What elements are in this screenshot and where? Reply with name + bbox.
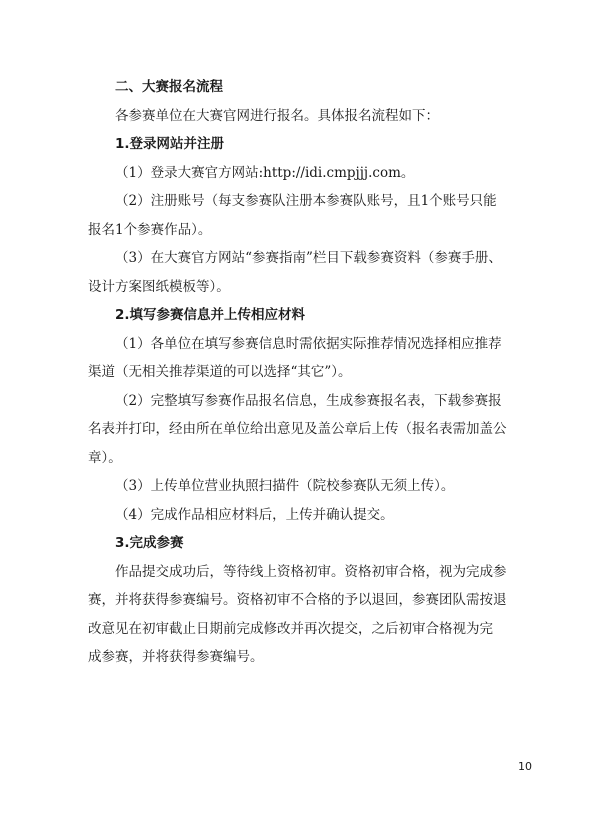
step3-paragraph-line-3: 改意见在初审截止日期前完成修改并再次提交，之后初审合格视为完 [88, 620, 493, 637]
step1-item-3-line-1: （3）在大赛官方网站“参赛指南”栏目下载参赛资料（参赛手册、 [115, 250, 502, 266]
step1-item-1: （1）登录大赛官方网站:http://idi.cmpjjj.com。 [115, 164, 415, 181]
step2-item-4: （4）完成作品相应材料后，上传并确认提交。 [115, 506, 394, 523]
step2-item-1-line-1: （1）各单位在填写参赛信息时需依据实际推荐情况选择相应推荐 [115, 335, 502, 352]
step3-heading: 3.完成参赛 [115, 535, 184, 551]
step2-item-2-line-2: 名表并打印，经由所在单位给出意见及盖公章后上传（报名表需加盖公 [88, 421, 507, 437]
step1-item-3-line-2: 设计方案图纸模板等）。 [88, 278, 230, 295]
step2-heading: 2.填写参赛信息并上传相应材料 [115, 307, 306, 323]
document-body [88, 73, 512, 672]
step1-item-2-line-1: （2）注册账号（每支参赛队注册本参赛队账号，且1个账号只能 [115, 193, 497, 209]
step2-item-3: （3）上传单位营业执照扫描件（院校参赛队无须上传）。 [115, 478, 455, 494]
step3-paragraph-line-2: 赛，并将获得参赛编号。资格初审不合格的予以退回，参赛团队需按退 [88, 592, 507, 608]
step3-paragraph-line-1: 作品提交成功后，等待线上资格初审。资格初审合格，视为完成参 [115, 563, 507, 580]
step2-item-2-line-1: （2）完整填写参赛作品报名信息，生成参赛报名表，下载参赛报 [115, 392, 502, 409]
step2-item-2-line-3: 章）。 [88, 449, 122, 466]
step3-paragraph-line-4: 成参赛，并将获得参赛编号。 [88, 649, 264, 665]
section-heading: 二、大赛报名流程 [115, 79, 223, 95]
step2-item-1-line-2: 渠道（无相关推荐渠道的可以选择“其它”）。 [88, 364, 352, 380]
page-number: 10 [518, 760, 532, 773]
step1-item-2-line-2: 报名1个参赛作品）。 [88, 221, 212, 238]
step1-heading: 1.登录网站并注册 [115, 136, 225, 152]
intro-paragraph: 各参赛单位在大赛官网进行报名。具体报名流程如下： [115, 107, 439, 124]
